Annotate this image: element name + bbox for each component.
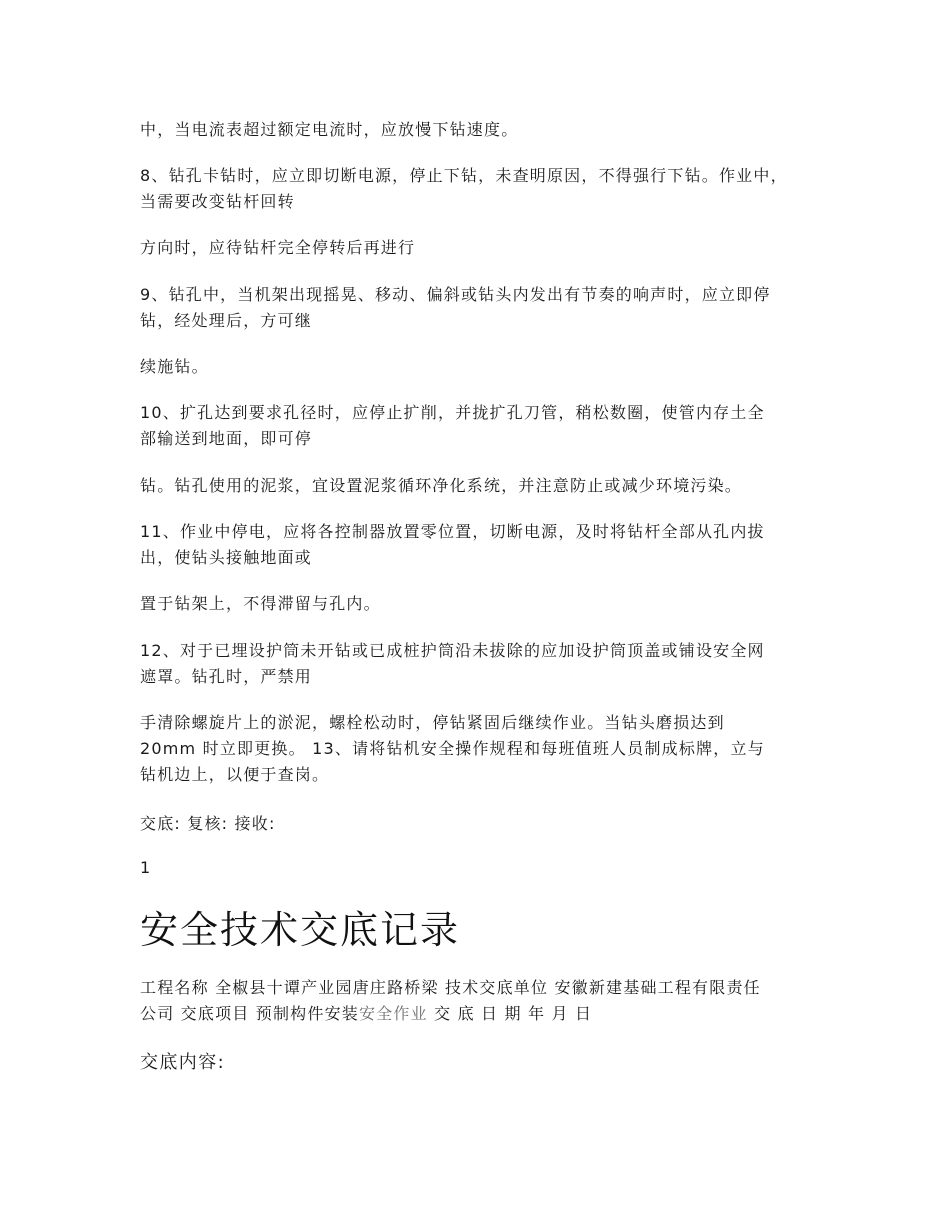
body-line: 中，当电流表超过额定电流时，应放慢下钻速度。: [140, 120, 519, 139]
body-line: 部输送到地面，即可停: [140, 429, 313, 448]
body-line: 11、作业中停电，应将各控制器放置零位置，切断电源，及时将钻杆全部从孔内拔: [140, 522, 765, 541]
date-text: 交 底 日 期 年 月 日: [427, 1004, 593, 1023]
body-line: 续施钻。: [140, 357, 209, 376]
page-number: 1: [140, 858, 152, 877]
signoff-line: 交底: 复核: 接收:: [140, 814, 276, 833]
body-line: 钻。钻孔使用的泥浆，宜设置泥浆循环净化系统，并注意防止或减少环境污染。: [140, 476, 743, 495]
body-line: 方向时，应待钻杆完全停转后再进行: [140, 238, 416, 257]
highlighted-text: 安全作业: [358, 1004, 428, 1023]
page-title: 安全技术交底记录: [140, 908, 461, 952]
body-line: 钻，经处理后，方可继: [140, 311, 313, 330]
content-label: 交底内容:: [140, 1052, 226, 1073]
project-info-line: 工程名称 全椒县十谭产业园唐庄路桥梁 技术交底单位 安徽新建基础工程有限责任: [140, 978, 761, 997]
body-line: 当需要改变钻杆回转: [140, 192, 295, 211]
project-info-text: 公司 交底项目 预制构件安装: [140, 1004, 359, 1023]
body-line: 手清除螺旋片上的淤泥，螺栓松动时，停钻紧固后继续作业。当钻头磨损达到: [140, 713, 725, 732]
project-info-line: [140, 1002, 592, 1026]
body-line: 8、钻孔卡钻时，应立即切断电源，停止下钻，未查明原因，不得强行下钻。作业中，: [140, 166, 788, 185]
body-line: 出，使钻头接触地面或: [140, 548, 313, 567]
body-line: 10、扩孔达到要求孔径时，应停止扩削，并拢扩孔刀管，稍松数圈，使管内存土全: [140, 403, 765, 422]
body-line: 遮罩。钻孔时，严禁用: [140, 667, 313, 686]
body-line: 置于钻架上，不得滞留与孔内。: [140, 594, 381, 613]
body-line: 9、钻孔中，当机架出现摇晃、移动、偏斜或钻头内发出有节奏的响声时，应立即停: [140, 285, 771, 304]
body-line: 钻机边上，以便于查岗。: [140, 765, 330, 784]
body-line: 20mm 时立即更换。 13、请将钻机安全操作规程和每班值班人员制成标牌，立与: [140, 739, 765, 758]
body-line: 12、对于已埋设护筒未开钻或已成桩护筒沿未拔除的应加设护筒顶盖或铺设安全网: [140, 641, 765, 660]
